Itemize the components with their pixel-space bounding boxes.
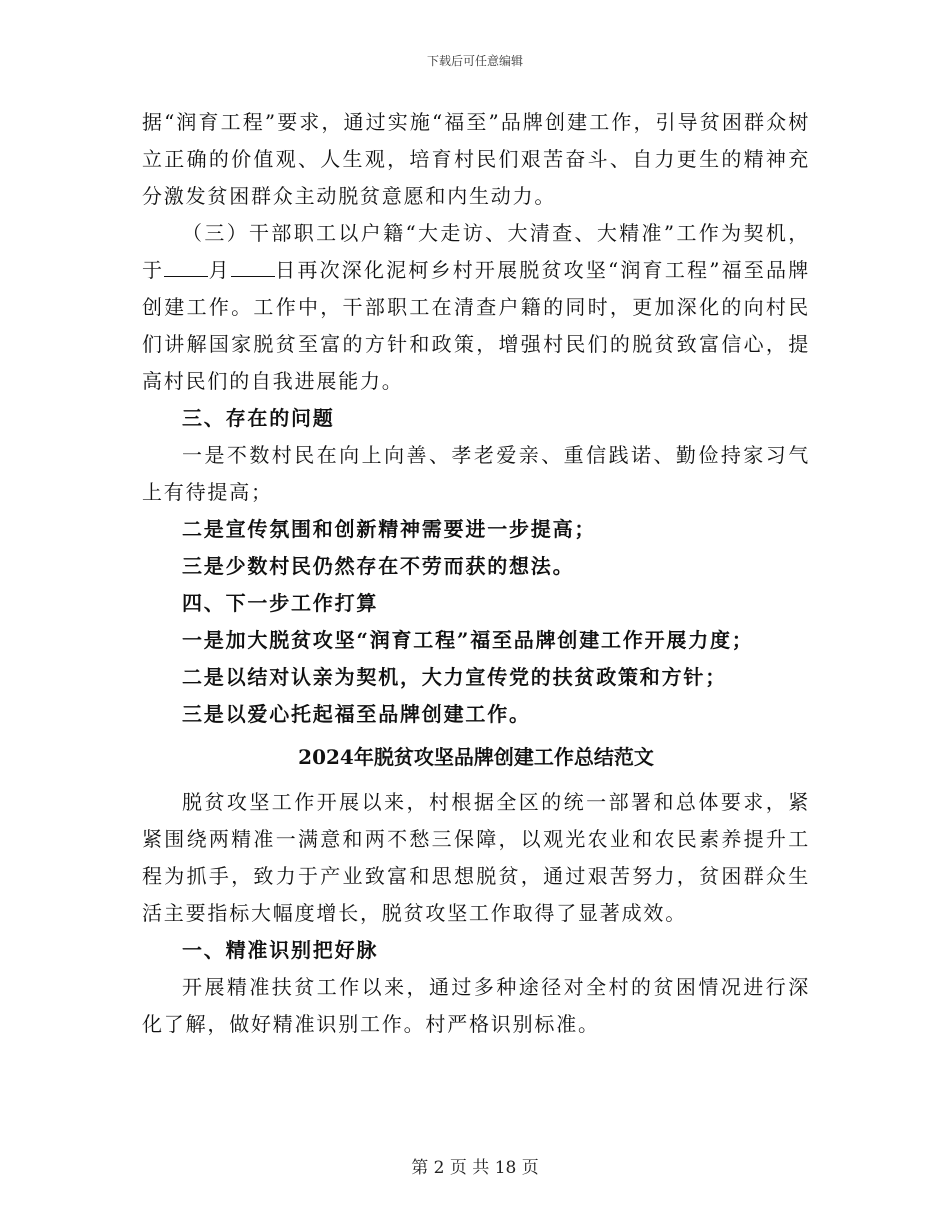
paragraph: 脱贫攻坚工作开展以来，村根据全区的统一部署和总体要求，紧紧围绕两精准一满意和两不愁三保障，以观光农业和农民素养提升工程为抓手，致力于产业致富和思想脱贫，通过艰苦努力，贫困群众生活主要指标大幅度增长，脱贫攻坚工作取得了显著成效。 (142, 790, 810, 925)
paragraph: 二是宣传氛围和创新精神需要进一步提高； (182, 517, 597, 541)
paragraph: 一是加大脱贫攻坚“润育工程”福至品牌创建工作开展力度； (182, 628, 754, 652)
page-header: 下载后可任意编辑 (426, 54, 523, 68)
section-heading: 四、下一步工作打算 (182, 591, 379, 615)
paragraph-continuation: 据“润育工程”要求，通过实施“福至”品牌创建工作，引导贫困群众树立正确的价值观、人生观，培育村民们艰苦奋斗、自力更生的精神充分激发贫困群众主动脱贫意愿和内生动力。 (142, 110, 810, 208)
document-body (142, 104, 810, 1043)
page-footer: 第 2 页 共 18 页 (411, 1158, 539, 1178)
section-heading: 三、存在的问题 (182, 406, 335, 430)
document-title: 2024年脱贫攻坚品牌创建工作总结范文 (298, 745, 654, 769)
paragraph-section-three-item (142, 215, 810, 400)
blank-line (164, 258, 208, 277)
section-heading: 一、精准识别把好脉 (182, 938, 379, 962)
paragraph: 二是以结对认亲为契机，大力宣传党的扶贫政策和方针； (182, 665, 727, 689)
paragraph: 三是以爱心托起福至品牌创建工作。 (182, 702, 531, 726)
paragraph-text: （三）干部职工以户籍“大走访、大清查、大精准”工作为契机，于 (142, 221, 810, 282)
paragraph-text: 月 (208, 258, 231, 282)
paragraph: 一是不数村民在向上向善、孝老爱亲、重信践诺、勤俭持家习气上有待提高； (142, 443, 810, 504)
blank-line (231, 258, 275, 277)
paragraph: 开展精准扶贫工作以来，通过多种途径对全村的贫困情况进行深化了解，做好精准识别工作。村严格识别标准。 (142, 975, 810, 1036)
paragraph: 三是少数村民仍然存在不劳而获的想法。 (182, 554, 575, 578)
paragraph-text: 日再次深化泥柯乡村开展脱贫攻坚“润育工程”福至品牌创建工作。工作中，干部职工在清查户籍的同时，更加深化的向村民们讲解国家脱贫至富的方针和政策，增强村民们的脱贫致富信心，提高村民们的自我进展能力。 (142, 258, 810, 393)
